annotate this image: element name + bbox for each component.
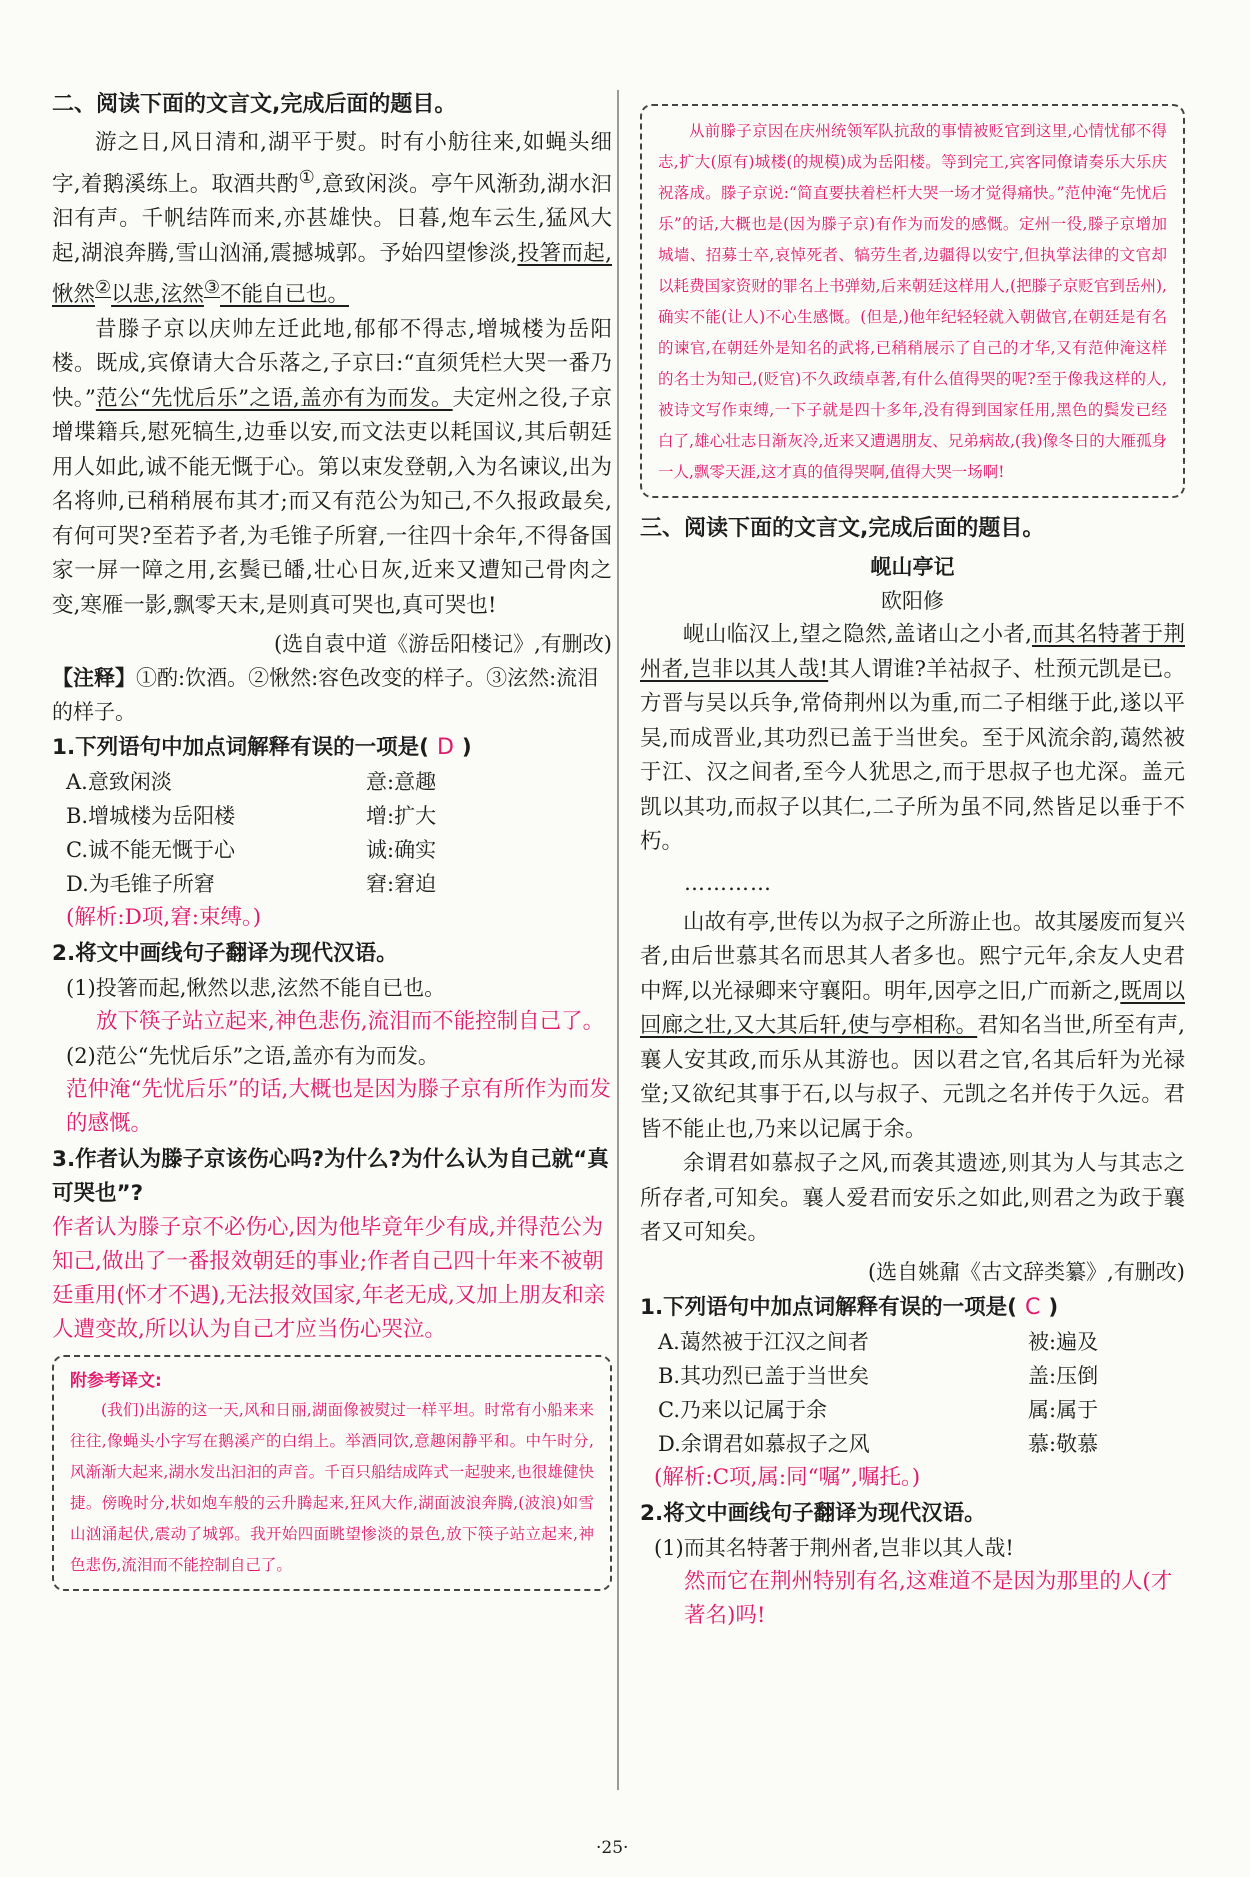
passage-paragraph-1: 游之日,风日清和,湖平于熨。时有小舫往来,如蝇头细字,着鹅溪练上。取酒共酌①,意致闲淡。亭午风渐劲,湖水汩汩有声。千帆结阵而来,亦甚雄快。日暮,炮车云生,猛风大起,湖浪奔腾,雪山汹涌,震撼城郭。予始四望惨淡,投箸而起,愀然②以悲,泫然③不能自已也。 bbox=[52, 130, 612, 308]
essay-author: 欧阳修 bbox=[881, 589, 944, 613]
left-column bbox=[52, 88, 612, 1591]
essay-paragraph-1: 岘山临汉上,望之隐然,盖诸山之小者,而其名特著于荆州者,岂非以其人哉!其人谓谁?羊祜叔子、杜预元凯是已。方晋与吴以兵争,常倚荆州以为重,而二子相继于此,遂以平吴,而成晋业,其功烈已盖于当世矣。至于风流余韵,蔼然被于江、汉之间者,至今人犹思之,而于思叔子也尤深。盖元凯以其功,而叔子以其仁,二子所为虽不同,然皆足以垂于不朽。 bbox=[640, 622, 1185, 854]
passage-source: (选自袁中道《游岳阳楼记》,有删改) bbox=[273, 632, 612, 657]
option-a: A.蔼然被于江汉之间者 被:遍及 bbox=[658, 1329, 1099, 1354]
question-r1: 1.下列语句中加点词解释有误的一项是( C ) bbox=[640, 1294, 1059, 1320]
option-d: D.为毛锥子所窘 窘:窘迫 bbox=[66, 872, 437, 897]
essay-paragraph-2: 山故有亭,世传以为叔子之所游止也。故其屡废而复兴者,由后世慕其名而思其人者多也。熙宁元年,余友人史君中辉,以光禄卿来守襄阳。明年,因亭之旧,广而新之,既周以回廊之壮,又大其后轩,使与亭相称。君知名当世,所至有声,襄人安其政,而乐从其游也。因以君之官,名其后轩为光禄堂;又欲纪其事于石,以与叔子、元凯之名并传于久远。君皆不能止也,乃来以记属于余。 bbox=[640, 909, 1186, 1142]
question-r2: 2.将文中画线句子翻译为现代汉语。 bbox=[640, 1500, 986, 1526]
question-1: 1.下列语句中加点词解释有误的一项是( D ) bbox=[52, 735, 472, 761]
option-c: C.乃来以记属于余 属:属于 bbox=[658, 1397, 1099, 1422]
option-c: C.诚不能无慨于心 诚:确实 bbox=[66, 838, 437, 863]
page-number: ·25· bbox=[596, 1838, 629, 1858]
reference-translation-text: (我们)出游的这一天,风和日丽,湖面像被熨过一样平坦。时常有小船来来往往,像蝇头小字写在鹅溪产的白绢上。举酒同饮,意趣闲静平和。中午时分,风渐渐大起来,湖水发出汩汩的声音。千百只船结成阵式一起驶来,也很雄健快捷。傍晚时分,状如炮车般的云升腾起来,狂风大作,湖面波浪奔腾,(波浪)如雪山汹涌起伏,震动了城郭。我开始四面眺望惨淡的景色,放下筷子站立起来,神色悲伤,流泪而不能控制自己了。 bbox=[70, 1401, 594, 1575]
sub-question-1: (1)而其名特著于荆州者,岂非以其人哉! bbox=[654, 1535, 1014, 1560]
question-2: 2.将文中画线句子翻译为现代汉语。 bbox=[52, 941, 398, 967]
answer-letter: D bbox=[436, 735, 454, 761]
essay-paragraph-3: 余谓君如慕叔子之风,而袭其遗迹,则其为人与其志之所存者,可知矣。襄人爱君而安乐之如此,则君之为政于襄者又可知矣。 bbox=[640, 1151, 1185, 1245]
annotation: 【注释】①酌:饮酒。②愀然:容色改变的样子。③泫然:流泪的样子。 bbox=[52, 666, 599, 725]
reference-translation-title: 附参考译文: bbox=[70, 1371, 162, 1392]
reference-translation-text-continued: 从前滕子京因在庆州统领军队抗敌的事情被贬官到这里,心情忧郁不得志,扩大(原有)城楼(的规模)成为岳阳楼。等到完工,宾客同僚请奏乐大乐庆祝落成。滕子京说:“简直要扶着栏杆大哭一场才觉得痛快。”范仲淹“先忧后乐”的话,大概也是(因为滕子京)有作为而发的感慨。定州一役,滕子京增加城墙、招募士卒,哀悼死者、犒劳生者,边疆得以安宁,但执掌法律的文官却以耗费国家资财的罪名上书弹劾,后来朝廷这样用人,(把滕子京贬官到岳州),确实不能(让人)不心生感慨。(但是,)他年纪轻轻就入朝做官,在朝廷是有名的谏官,在朝廷外是知名的武将,已稍稍展示了自己的才华,又有范仲淹这样的名士为知己,(贬官)不久政绩卓著,有什么值得哭的呢?至于像我这样的人,被诗文写作束缚,一下子就是四十多年,没有得到国家任用,黑色的鬓发已经白了,雄心壮志日渐灰冷,近来又遭遇朋友、兄弟病故,(我)像冬日的大雁孤身一人,飘零天涯,这才真的值得哭啊,值得大哭一场啊! bbox=[658, 122, 1167, 481]
option-b: B.增城楼为岳阳楼 增:扩大 bbox=[66, 804, 437, 829]
sub-question-1: (1)投箸而起,愀然以悲,泫然不能自已也。 bbox=[66, 976, 446, 1001]
answer-3: 作者认为滕子京不必伤心,因为他毕竟年少有成,并得范公为知己,做出了一番报效朝廷的事业;作者自己四十年来不被朝廷重用(怀才不遇),无法报效国家,年老无成,又加上朋友和亲人遭变故,所以认为自己才应当伤心哭泣。 bbox=[52, 1215, 606, 1343]
option-b: B.其功烈已盖于当世矣 盖:压倒 bbox=[658, 1363, 1099, 1388]
essay-source: (选自姚鼐《古文辞类纂》,有删改) bbox=[867, 1259, 1185, 1284]
option-d: D.余谓君如慕叔子之风 慕:敬慕 bbox=[658, 1431, 1099, 1456]
section-title-3: 三、阅读下面的文言文,完成后面的题目。 bbox=[640, 516, 1045, 541]
sub-question-2: (2)范公“先忧后乐”之语,盖亦有为而发。 bbox=[66, 1044, 439, 1069]
reference-translation-box-continued bbox=[640, 104, 1185, 498]
section-title-2: 二、阅读下面的文言文,完成后面的题目。 bbox=[52, 92, 457, 117]
passage-paragraph-2: 昔滕子京以庆帅左迁此地,郁郁不得志,增城楼为岳阳楼。既成,宾僚请大合乐落之,子京曰:“直须凭栏大哭一番乃快。”范公“先忧后乐”之语,盖亦有为而发。夫定州之役,子京增堞籍兵,慰死犒生,边垂以安,而文法吏以耗国议,其后朝廷用人如此,诚不能无慨于心。第以束发登朝,入为名谏议,出为名将帅,已稍稍展布其才;而又有范公为知己,不久报政最矣,有何可哭?至若予者,为毛锥子所窘,一往四十余年,不得备国家一屏一障之用,玄鬓已皤,壮心日灰,近来又遭知己骨肉之变,寒雁一影,飘零天末,是则真可哭也,真可哭也! bbox=[52, 316, 612, 618]
right-column bbox=[640, 88, 1185, 1633]
question-3: 3.作者认为滕子京该伤心吗?为什么?为什么认为自己就“真可哭也”? bbox=[52, 1147, 609, 1207]
essay-title: 岘山亭记 bbox=[870, 555, 955, 579]
explanation: (解析:D项,窘:束缚。) bbox=[66, 905, 262, 931]
option-a: A.意致闲淡 意:意趣 bbox=[66, 770, 437, 795]
explanation: (解析:C项,属:同“嘱”,嘱托。) bbox=[654, 1464, 921, 1490]
translation-answer-1: 然而它在荆州特别有名,这难道不是因为那里的人(才著名)吗! bbox=[684, 1568, 1173, 1628]
translation-answer-1: 放下筷子站立起来,神色悲伤,流泪而不能控制自己了。 bbox=[96, 1009, 605, 1035]
column-divider bbox=[617, 90, 619, 1790]
reference-translation-box bbox=[52, 1355, 612, 1591]
options-list bbox=[52, 765, 612, 901]
omission-dots: ………… bbox=[684, 870, 772, 895]
options-list bbox=[640, 1325, 1185, 1461]
answer-letter: C bbox=[1024, 1294, 1041, 1320]
translation-answer-2: 范仲淹“先忧后乐”的话,大概也是因为滕子京有所作为而发的感慨。 bbox=[66, 1077, 611, 1137]
